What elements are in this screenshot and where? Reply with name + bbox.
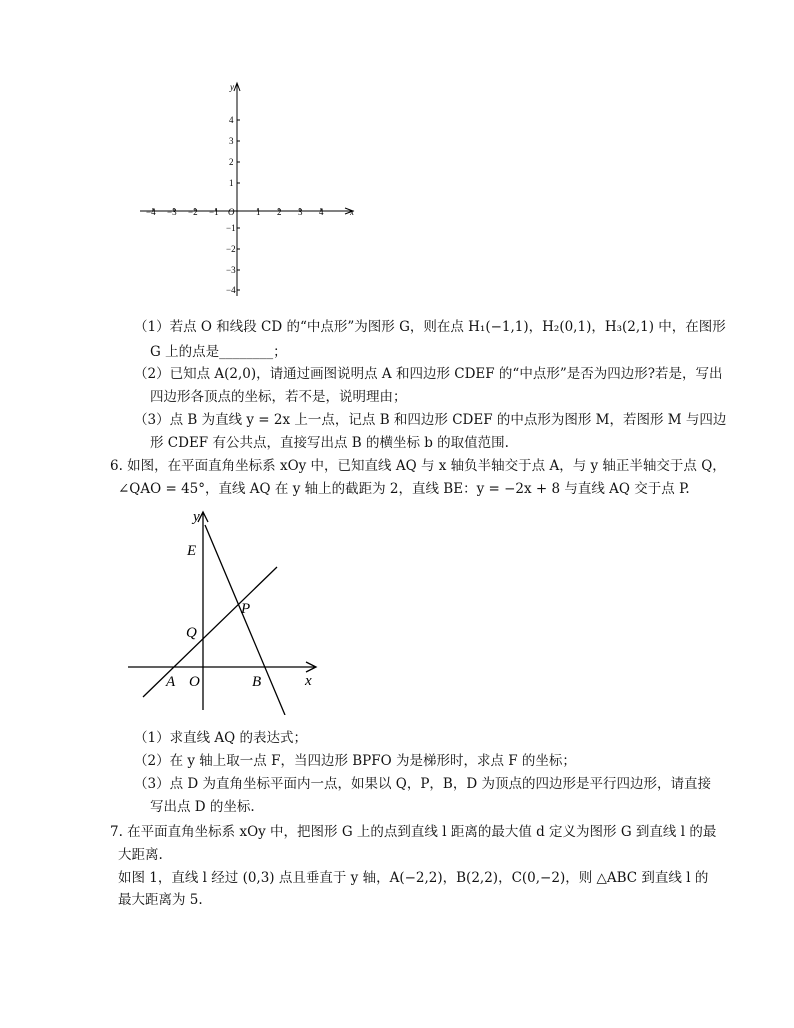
y-tick-label: −2: [226, 244, 236, 254]
coordinate-axes-figure: [130, 78, 370, 300]
point-P-label: P: [241, 601, 251, 617]
x-tick-label: −4: [146, 207, 156, 217]
x-axis-label: x: [350, 207, 354, 217]
point-B-label: B: [252, 674, 262, 690]
q7-line1: 7. 在平面直角坐标系 xOy 中，把图形 G 上的点到直线 l 距离的最大值 d 定义为图形 G 到直线 l 的最: [110, 824, 717, 840]
y-tick-label: 1: [229, 178, 234, 188]
origin-label: O: [228, 207, 235, 217]
q6-part2: （2）在 y 轴上取一点 F，当四边形 BPFO 为是梯形时，求点 F 的坐标；: [134, 753, 576, 769]
q7-line2: 大距离.: [118, 847, 163, 863]
x-axis-label: x: [305, 673, 312, 689]
point-E-label: E: [187, 543, 197, 559]
y-tick-label: 4: [229, 115, 234, 125]
point-A-label: A: [166, 674, 176, 690]
line-BE: [205, 525, 285, 715]
q7-line4: 最大距离为 5.: [118, 892, 203, 908]
q6-part1: （1）求直线 AQ 的表达式；: [134, 730, 307, 746]
q5-part2-line1: （2）已知点 A(2,0)，请通过画图说明点 A 和四边形 CDEF 的“中点形”是否为四边形?若是，写出: [134, 366, 723, 382]
origin-label: O: [189, 674, 200, 690]
x-tick-label: −1: [209, 207, 219, 217]
x-tick-label: −3: [167, 207, 177, 217]
y-axis-label: y: [230, 82, 234, 92]
q7-line3: 如图 1，直线 l 经过 (0,3) 点且垂直于 y 轴，A(−2,2)，B(2,2)，C(0,−2)，则 △ABC 到直线 l 的: [118, 870, 709, 886]
q5-part3-line1: （3）点 B 为直线 y = 2x 上一点，记点 B 和四边形 CDEF 的中点形为图形 M，若图形 M 与四边: [134, 412, 727, 428]
q5-part1-line2: G 上的点是________；: [150, 344, 287, 360]
x-tick-label: 3: [298, 207, 303, 217]
y-axis-label: y: [193, 509, 200, 525]
y-tick-label: 2: [229, 157, 234, 167]
q6-part3-line1: （3）点 D 为直角坐标平面内一点，如果以 Q，P，B，D 为顶点的四边形是平行四边形，请直接: [134, 776, 711, 792]
x-tick-label: 4: [319, 207, 324, 217]
q5-part3-line2: 形 CDEF 有公共点，直接写出点 B 的横坐标 b 的取值范围.: [150, 435, 509, 451]
q6-stem-line1: 6. 如图，在平面直角坐标系 xOy 中，已知直线 AQ 与 x 轴负半轴交于点 A，与 y 轴正半轴交于点 Q，: [110, 458, 726, 474]
x-tick-label: −2: [188, 207, 198, 217]
q6-part3-line2: 写出点 D 的坐标.: [150, 799, 255, 815]
x-tick-label: 2: [277, 207, 282, 217]
q5-part1-line1: （1）若点 O 和线段 CD 的“中点形”为图形 G，则在点 H₁(−1,1)，H₂(0,1)，H₃(2,1) 中，在图形: [134, 319, 726, 335]
y-tick-label: 3: [229, 136, 234, 146]
q5-part2-line2: 四边形各顶点的坐标，若不是，说明理由；: [150, 389, 407, 405]
y-tick-label: −4: [226, 285, 236, 295]
x-tick-label: 1: [256, 207, 261, 217]
point-Q-label: Q: [186, 625, 197, 641]
q6-figure: [125, 505, 325, 715]
q6-stem-line2: ∠QAO = 45°，直线 AQ 在 y 轴上的截距为 2，直线 BE：y = −2x + 8 与直线 AQ 交于点 P.: [118, 481, 690, 497]
y-tick-label: −3: [226, 265, 236, 275]
y-tick-label: −1: [226, 223, 236, 233]
